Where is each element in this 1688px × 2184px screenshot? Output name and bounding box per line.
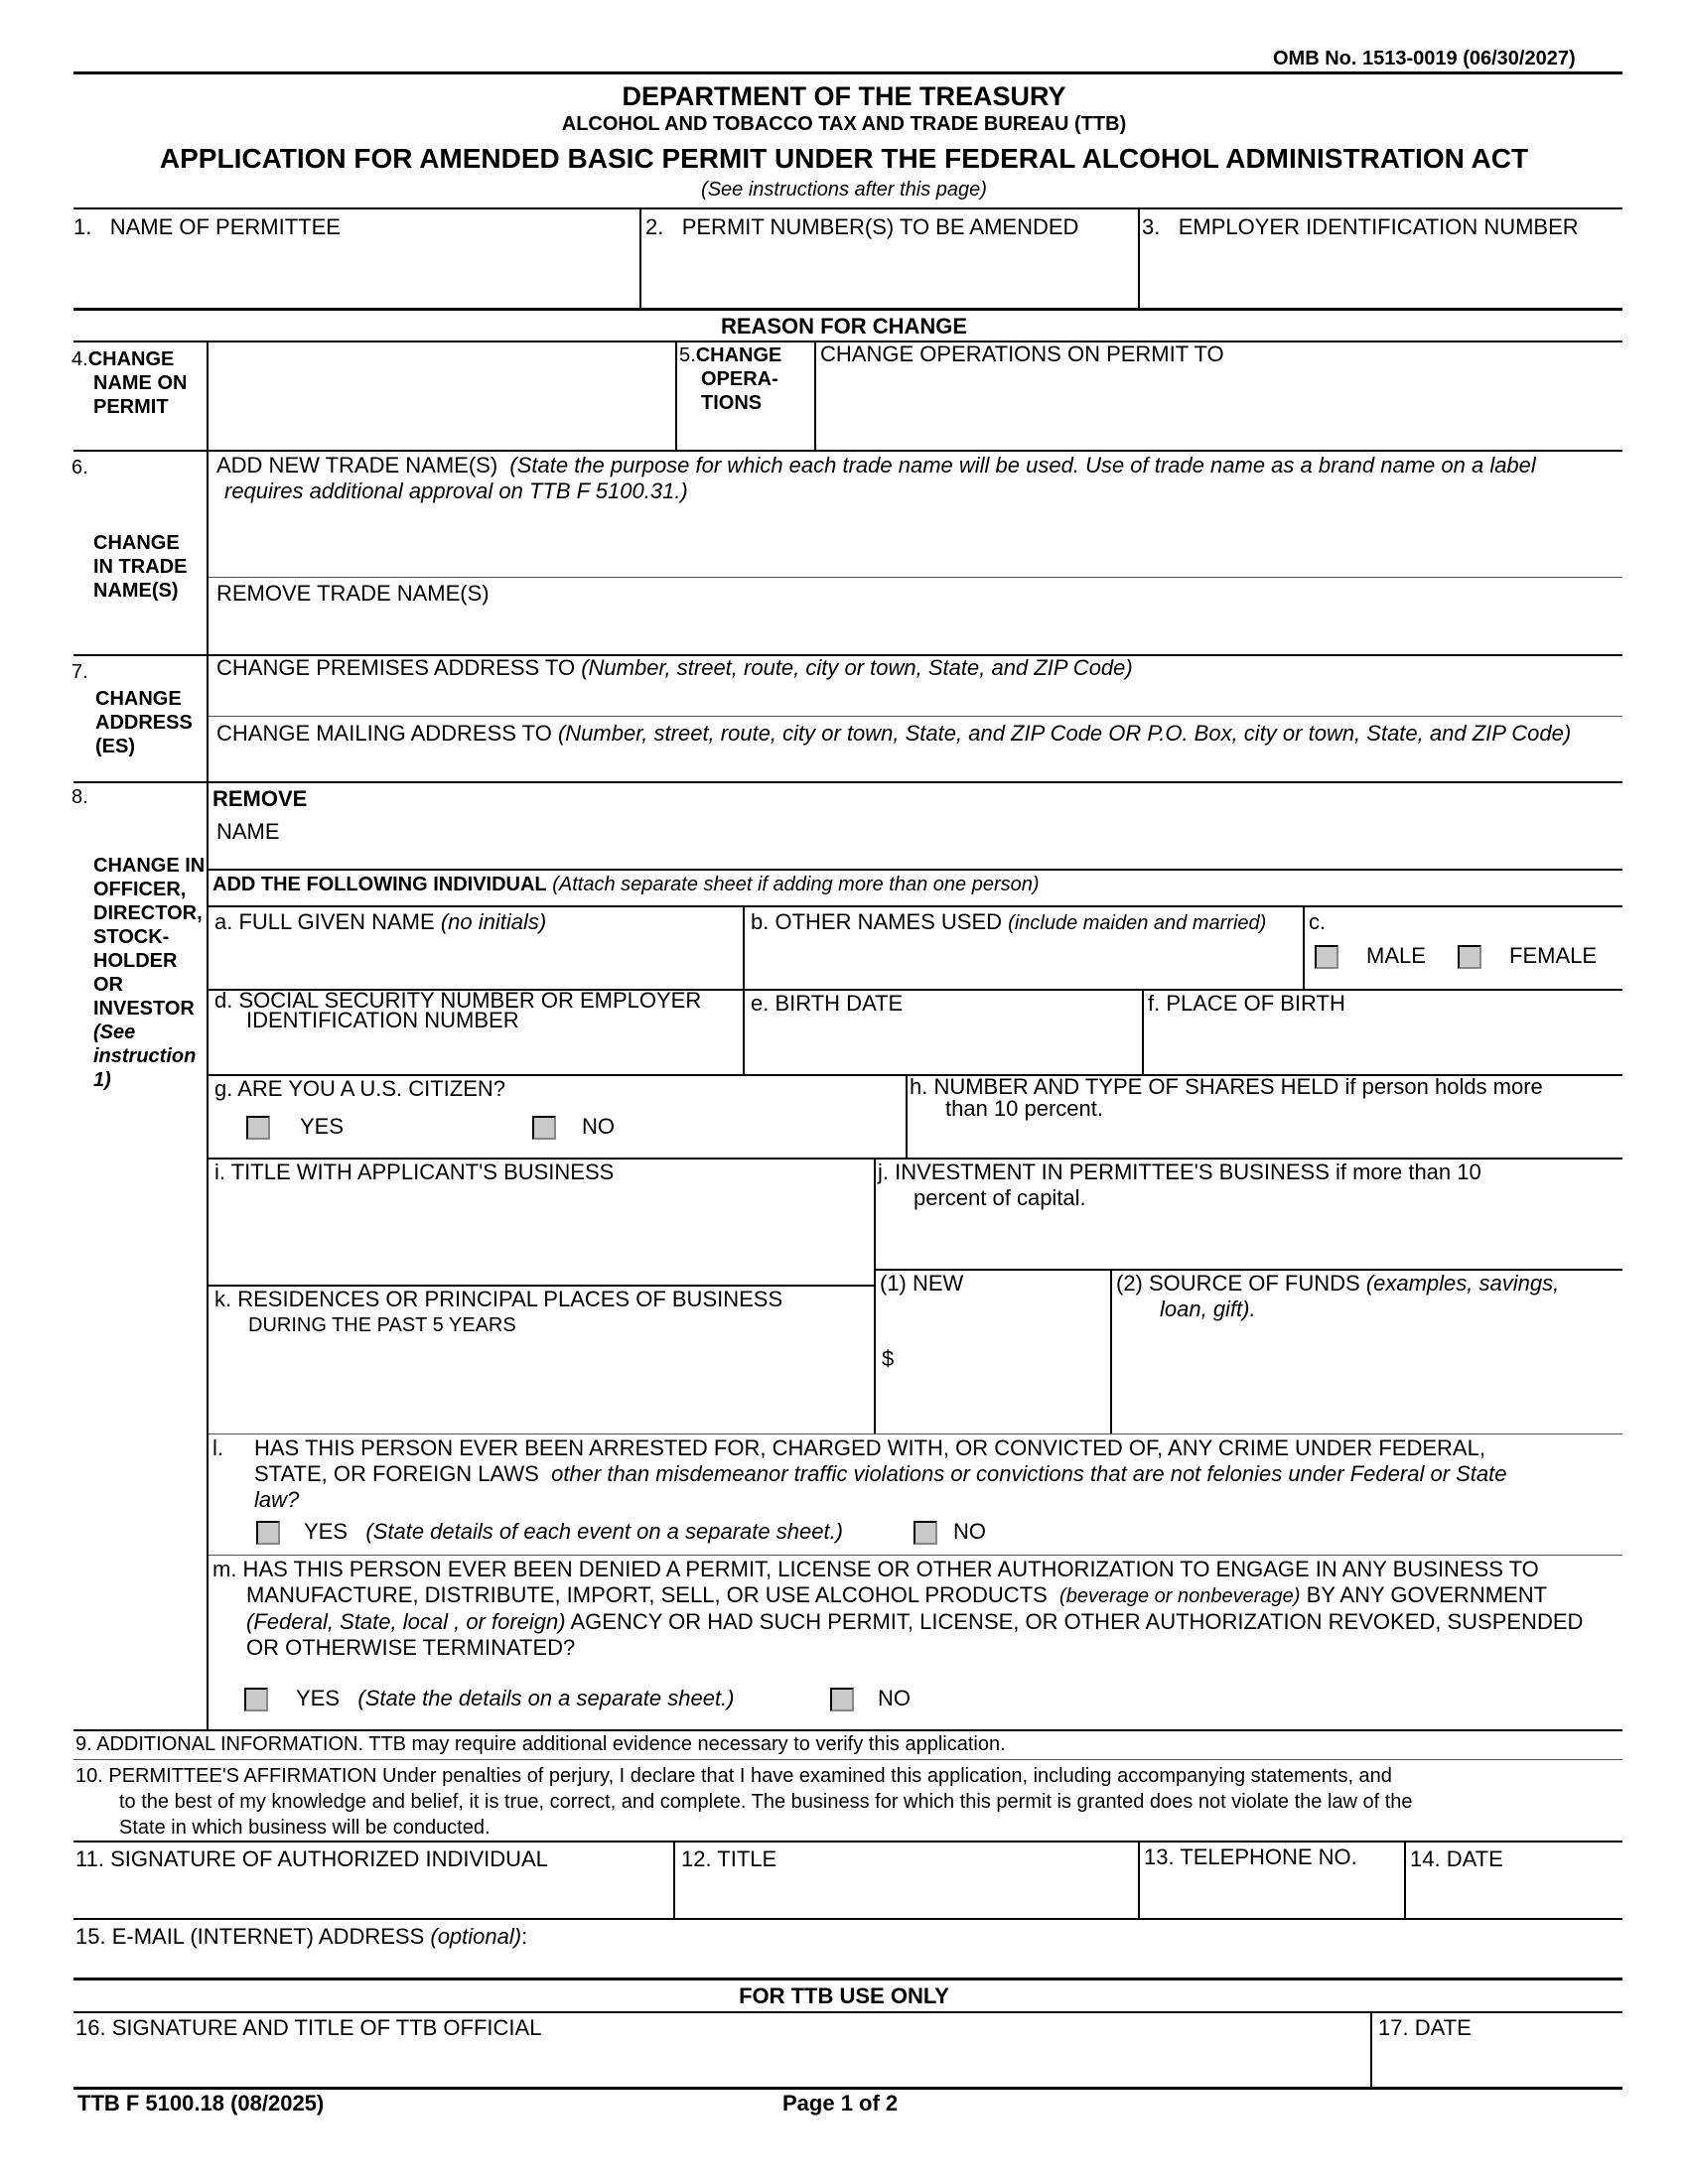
mailing-address-label: CHANGE MAILING ADDRESS TO (Number, street, route, city or town, State, and ZIP Code OR P.O. Box, city or town, State, and ZIP Code) — [216, 721, 1572, 746]
question-l-text: HAS THIS PERSON EVER BEEN ARRESTED FOR, CHARGED WITH, OR CONVICTED OF, ANY CRIME UNDER FEDERAL, STATE, OR FOREIGN LAWS other than misdemeanor traffic violations or convictions that are not felonies under Federal or State law? — [254, 1435, 1507, 1512]
rule — [73, 1841, 1622, 1843]
department-title: DEPARTMENT OF THE TREASURY — [622, 81, 1066, 111]
section-8-number: 8. — [71, 786, 88, 808]
rule — [73, 207, 1622, 209]
dollar-sign: $ — [882, 1346, 895, 1371]
female-checkbox[interactable] — [1458, 945, 1481, 969]
field-1-label: 1. NAME OF PERMITTEE — [73, 214, 341, 239]
add-trade-name-input[interactable] — [211, 504, 1620, 574]
new-investment-label: (1) NEW — [880, 1271, 964, 1296]
title-with-business-input[interactable] — [211, 1187, 870, 1283]
other-names-input[interactable] — [747, 937, 1299, 987]
field-3-label: 3. EMPLOYER IDENTIFICATION NUMBER — [1142, 214, 1579, 239]
rule — [73, 2087, 1622, 2090]
form-number: TTB F 5100.18 (08/2025) — [77, 2091, 325, 2116]
change-operations-input[interactable] — [818, 369, 1620, 447]
rule — [73, 450, 1622, 452]
section-8-label: CHANGE IN OFFICER, DIRECTOR, STOCK- HOLDER OR INVESTOR (See instruction 1) — [93, 855, 206, 1091]
title-input[interactable] — [679, 1874, 1136, 1914]
bureau-title: ALCOHOL AND TOBACCO TAX AND TRADE BUREAU (TTB) — [561, 113, 1127, 135]
section-6-label: CHANGE IN TRADE NAME(S) — [93, 532, 188, 602]
telephone-label: 13. TELEPHONE NO. — [1144, 1844, 1357, 1869]
remove-trade-name-input[interactable] — [211, 608, 1620, 651]
rule — [209, 1433, 1622, 1434]
question-m-text: m. HAS THIS PERSON EVER BEEN DENIED A PERMIT, LICENSE OR OTHER AUTHORIZATION TO ENGAGE IN ANY BUSINESS TO MANUFACTURE, DISTRIBUTE, IMPORT, SELL, OR USE ALCOHOL PRODUCTS (beverage or nonbeverage) BY ANY GOVERNMENT (Federal, State, local , or foreign) AGENCY OR HAD SUCH PERMIT, LICENSE, OR OTHER AUTHORIZATION REVOKED, SUSPENDED OR OTHERWISE TERMINATED? — [212, 1557, 1584, 1660]
permittee-affirmation: 10. PERMITTEE'S AFFIRMATION Under penalties of perjury, I declare that I have examined this application, including accompanying statements, and to the best of my knowledge and belief, it is true, correct, and complete. The business for which this permit is granted does not violate the law of the State in which business will be conducted. — [75, 1765, 1413, 1839]
ttb-official-signature-input[interactable] — [75, 2043, 1366, 2083]
section-7-label: CHANGE ADDRESS (ES) — [95, 688, 193, 757]
rule — [73, 308, 1622, 311]
rule — [73, 2011, 1622, 2013]
divider — [1138, 1841, 1140, 1918]
citizen-label: g. ARE YOU A U.S. CITIZEN? — [214, 1076, 506, 1101]
citizen-no-checkbox[interactable] — [532, 1116, 556, 1140]
rule — [73, 1729, 1622, 1731]
mailing-address-input[interactable] — [211, 749, 1620, 778]
add-trade-name-label: ADD NEW TRADE NAME(S) (State the purpose for which each trade name will be used. Use of trade name as a brand name on a label — [216, 453, 1536, 478]
denied-yes-label: YES (State the details on a separate sheet.) — [296, 1686, 735, 1710]
add-trade-name-note: requires additional approval on TTB F 5100.31.) — [224, 478, 688, 503]
permit-number-input[interactable] — [643, 243, 1136, 305]
residences-label: k. RESIDENCES OR PRINCIPAL PLACES OF BUSINESS — [214, 1287, 783, 1311]
rule — [209, 716, 1622, 717]
page-number: Page 1 of 2 — [782, 2091, 899, 2116]
premises-address-label: CHANGE PREMISES ADDRESS TO (Number, street, route, city or town, State, and ZIP Code) — [216, 655, 1133, 680]
sex-label: c. — [1309, 909, 1327, 934]
divider — [1404, 1841, 1406, 1918]
date-label: 14. DATE — [1410, 1846, 1503, 1871]
other-names-label: b. OTHER NAMES USED (include maiden and married) — [751, 909, 1267, 934]
field-2-label: 2. PERMIT NUMBER(S) TO BE AMENDED — [645, 214, 1079, 239]
rule — [209, 577, 1622, 578]
change-operations-label: CHANGE OPERATIONS ON PERMIT TO — [820, 341, 1224, 366]
citizen-no-label: NO — [582, 1114, 615, 1139]
additional-information: 9. ADDITIONAL INFORMATION. TTB may require additional evidence necessary to verify this application. — [75, 1733, 1006, 1755]
birth-place-label: f. PLACE OF BIRTH — [1148, 991, 1345, 1016]
denied-yes-checkbox[interactable] — [244, 1688, 268, 1711]
ein-input[interactable] — [1142, 243, 1620, 305]
shares-input[interactable] — [910, 1122, 1620, 1156]
rule — [209, 1555, 1622, 1556]
ttb-date-input[interactable] — [1376, 2043, 1620, 2083]
full-name-label: a. FULL GIVEN NAME (no initials) — [214, 909, 547, 934]
section-label-divider — [207, 341, 209, 1730]
signature-input[interactable] — [75, 1874, 671, 1914]
birth-date-label: e. BIRTH DATE — [751, 991, 904, 1016]
ssn-label: d. SOCIAL SECURITY NUMBER OR EMPLOYER IDENTIFICATION NUMBER — [214, 988, 702, 1032]
male-label: MALE — [1366, 943, 1426, 968]
male-checkbox[interactable] — [1315, 945, 1338, 969]
source-of-funds-input[interactable] — [1116, 1330, 1620, 1430]
source-of-funds-label: (2) SOURCE OF FUNDS (examples, savings, loan, gift). — [1116, 1271, 1560, 1321]
denied-no-checkbox[interactable] — [830, 1688, 854, 1711]
arrested-no-checkbox[interactable] — [914, 1521, 937, 1545]
birth-place-input[interactable] — [1146, 1019, 1620, 1072]
divider — [639, 207, 641, 308]
reason-for-change-heading: REASON FOR CHANGE — [720, 314, 968, 339]
ttb-date-label: 17. DATE — [1378, 2015, 1472, 2040]
change-name-input[interactable] — [211, 343, 673, 447]
date-input[interactable] — [1410, 1874, 1620, 1914]
arrested-yes-label: YES (State details of each event on a separate sheet.) — [304, 1519, 844, 1544]
title-label: 12. TITLE — [681, 1846, 777, 1871]
divider — [1370, 2011, 1372, 2087]
female-label: FEMALE — [1509, 943, 1598, 968]
section-7-number: 7. — [71, 661, 88, 683]
residences-sublabel: DURING THE PAST 5 YEARS — [248, 1314, 516, 1336]
remove-heading: REMOVE — [212, 786, 308, 811]
section-4-label: 4.CHANGE NAME ON PERMIT — [71, 348, 188, 418]
divider — [1110, 1269, 1112, 1433]
permittee-name-input[interactable] — [75, 243, 637, 305]
divider — [874, 1158, 876, 1433]
ttb-official-signature-label: 16. SIGNATURE AND TITLE OF TTB OFFICIAL — [75, 2015, 542, 2040]
rule — [73, 781, 1622, 783]
citizen-yes-checkbox[interactable] — [246, 1116, 270, 1140]
remove-name-input[interactable] — [298, 816, 1620, 866]
arrested-yes-checkbox[interactable] — [256, 1521, 280, 1545]
signature-label: 11. SIGNATURE OF AUTHORIZED INDIVIDUAL — [75, 1846, 548, 1871]
omb-number: OMB No. 1513-0019 (06/30/2027) — [1273, 48, 1576, 69]
rule — [209, 869, 1622, 871]
rule — [73, 1978, 1622, 1980]
email-label: 15. E-MAIL (INTERNET) ADDRESS (optional): — [75, 1924, 528, 1949]
shares-label: h. NUMBER AND TYPE OF SHARES HELD if person holds more than 10 percent. — [910, 1074, 1543, 1121]
arrested-no-label: NO — [953, 1519, 986, 1544]
add-individual-heading: ADD THE FOLLOWING INDIVIDUAL (Attach separate sheet if adding more than one person) — [212, 874, 1040, 895]
section-5-label: 5.CHANGE OPERA- TIONS — [679, 344, 782, 414]
rule — [73, 1918, 1622, 1920]
denied-no-label: NO — [878, 1686, 911, 1710]
divider — [1303, 905, 1305, 989]
header-rule — [73, 71, 1622, 74]
new-investment-input[interactable] — [902, 1340, 1106, 1380]
remove-name-label: NAME — [216, 819, 280, 844]
divider — [675, 341, 677, 450]
section-6-number: 6. — [71, 457, 88, 478]
full-name-input[interactable] — [211, 937, 741, 987]
rule — [209, 905, 1622, 907]
investment-label: j. INVESTMENT IN PERMITTEE'S BUSINESS if more than 10 percent of capital. — [878, 1160, 1481, 1210]
title-with-business-label: i. TITLE WITH APPLICANT'S BUSINESS — [214, 1160, 615, 1184]
citizen-yes-label: YES — [300, 1114, 345, 1139]
investment-input[interactable] — [878, 1213, 1620, 1267]
email-input[interactable] — [556, 1922, 1620, 1974]
birth-date-input[interactable] — [747, 1019, 1140, 1072]
divider — [814, 341, 816, 450]
form-title: APPLICATION FOR AMENDED BASIC PERMIT UNDER THE FEDERAL ALCOHOL ADMINISTRATION ACT — [159, 143, 1529, 174]
premises-address-input[interactable] — [211, 683, 1620, 713]
ssn-input[interactable] — [211, 1034, 741, 1072]
divider — [1142, 989, 1144, 1074]
divider — [906, 1074, 908, 1158]
residences-input[interactable] — [211, 1340, 870, 1430]
instructions-note: (See instructions after this page) — [701, 179, 987, 201]
remove-trade-name-label: REMOVE TRADE NAME(S) — [216, 581, 490, 606]
telephone-input[interactable] — [1144, 1874, 1400, 1914]
ttb-use-only-heading: FOR TTB USE ONLY — [739, 1983, 949, 2008]
question-l-letter: l. — [212, 1435, 223, 1460]
rule — [73, 1759, 1622, 1760]
divider — [1138, 207, 1140, 308]
divider — [673, 1841, 675, 1918]
